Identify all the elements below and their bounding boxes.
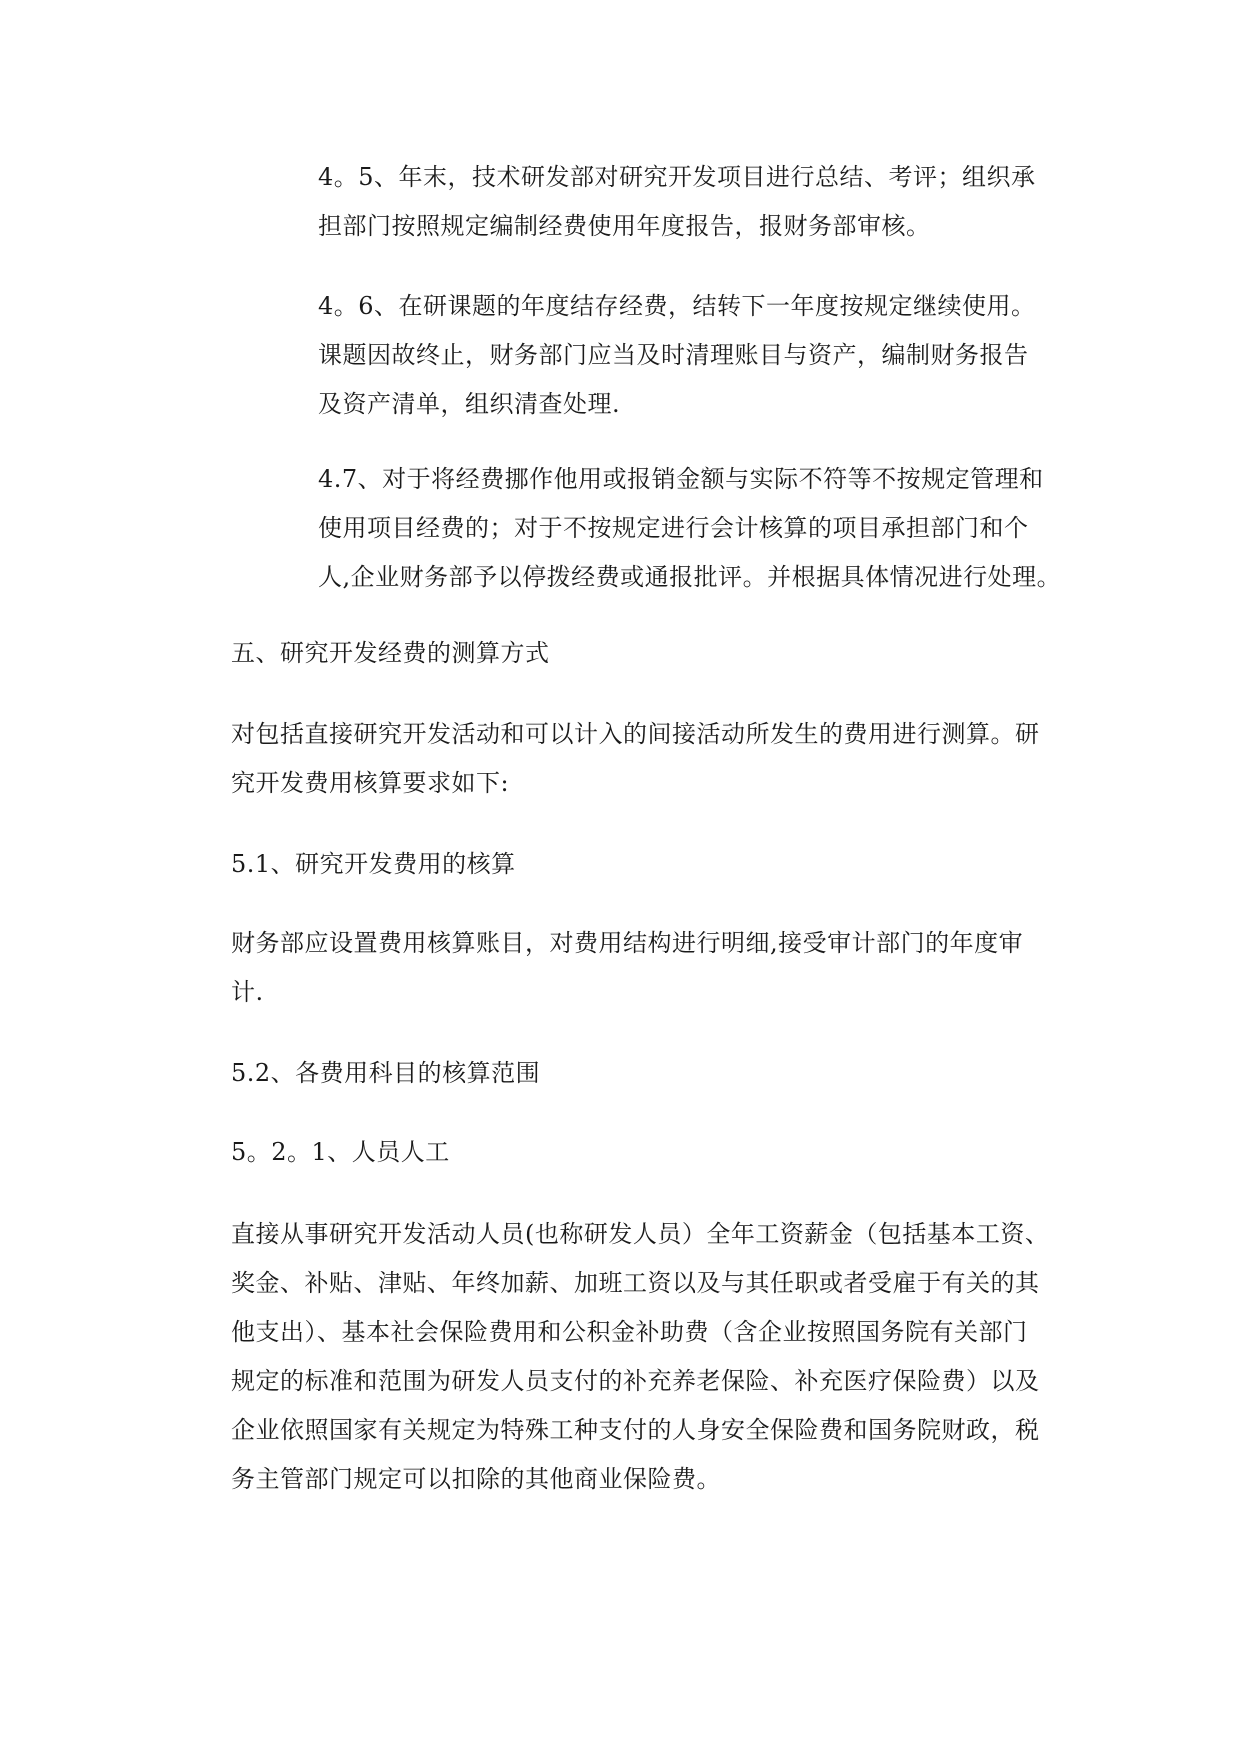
text-line: 人,企业财务部予以停拨经费或通报批评。并根据具体情况进行处理。 — [318, 563, 1062, 591]
text-line: 奖金、补贴、津贴、年终加薪、加班工资以及与其任职或者受雇于有关的其 — [231, 1269, 1040, 1297]
text-line: 务主管部门规定可以扣除的其他商业保险费。 — [231, 1465, 721, 1493]
paragraph-section-5-intro — [231, 710, 1081, 808]
text-line: 担部门按照规定编制经费使用年度报告，报财务部审核。 — [318, 212, 931, 240]
text-line: 财务部应设置费用核算账目，对费用结构进行明细,接受审计部门的年度审 — [231, 929, 1024, 957]
heading-section-5 — [231, 629, 1081, 678]
heading-text: 五、研究开发经费的测算方式 — [231, 639, 550, 667]
paragraph-4-5 — [318, 153, 1078, 251]
heading-5-1 — [231, 840, 1081, 889]
text-line: 究开发费用核算要求如下: — [231, 769, 510, 797]
heading-text: 5.1、研究开发费用的核算 — [231, 850, 516, 878]
heading-text: 5。2。1、人员人工 — [231, 1138, 450, 1166]
text-line: 使用项目经费的；对于不按规定进行会计核算的项目承担部门和个 — [318, 514, 1029, 542]
text-line: 4。5、年末，技术研发部对研究开发项目进行总结、考评；组织承 — [318, 163, 1036, 191]
heading-5-2-1 — [231, 1128, 1081, 1177]
text-line: 及资产清单，组织清查处理. — [318, 390, 621, 418]
paragraph-4-7 — [318, 455, 1078, 602]
text-line: 计. — [231, 978, 264, 1006]
paragraph-5-2-1 — [231, 1210, 1081, 1504]
text-line: 4。6、在研课题的年度结存经费，结转下一年度按规定继续使用。 — [318, 292, 1036, 320]
text-line: 4.7、对于将经费挪作他用或报销金额与实际不符等不按规定管理和 — [318, 465, 1044, 493]
text-line: 他支出）、基本社会保险费用和公积金补助费（含企业按照国务院有关部门 — [231, 1318, 1028, 1346]
paragraph-5-1 — [231, 919, 1081, 1017]
text-line: 直接从事研究开发活动人员(也称研发人员）全年工资薪金（包括基本工资、 — [231, 1220, 1050, 1248]
heading-5-2 — [231, 1049, 1081, 1098]
heading-text: 5.2、各费用科目的核算范围 — [231, 1059, 541, 1087]
text-line: 规定的标准和范围为研发人员支付的补充养老保险、补充医疗保险费）以及 — [231, 1367, 1040, 1395]
text-line: 对包括直接研究开发活动和可以计入的间接活动所发生的费用进行测算。研 — [231, 720, 1040, 748]
text-line: 课题因故终止，财务部门应当及时清理账目与资产，编制财务报告 — [318, 341, 1029, 369]
text-line: 企业依照国家有关规定为特殊工种支付的人身安全保险费和国务院财政，税 — [231, 1416, 1040, 1444]
paragraph-4-6 — [318, 282, 1078, 429]
